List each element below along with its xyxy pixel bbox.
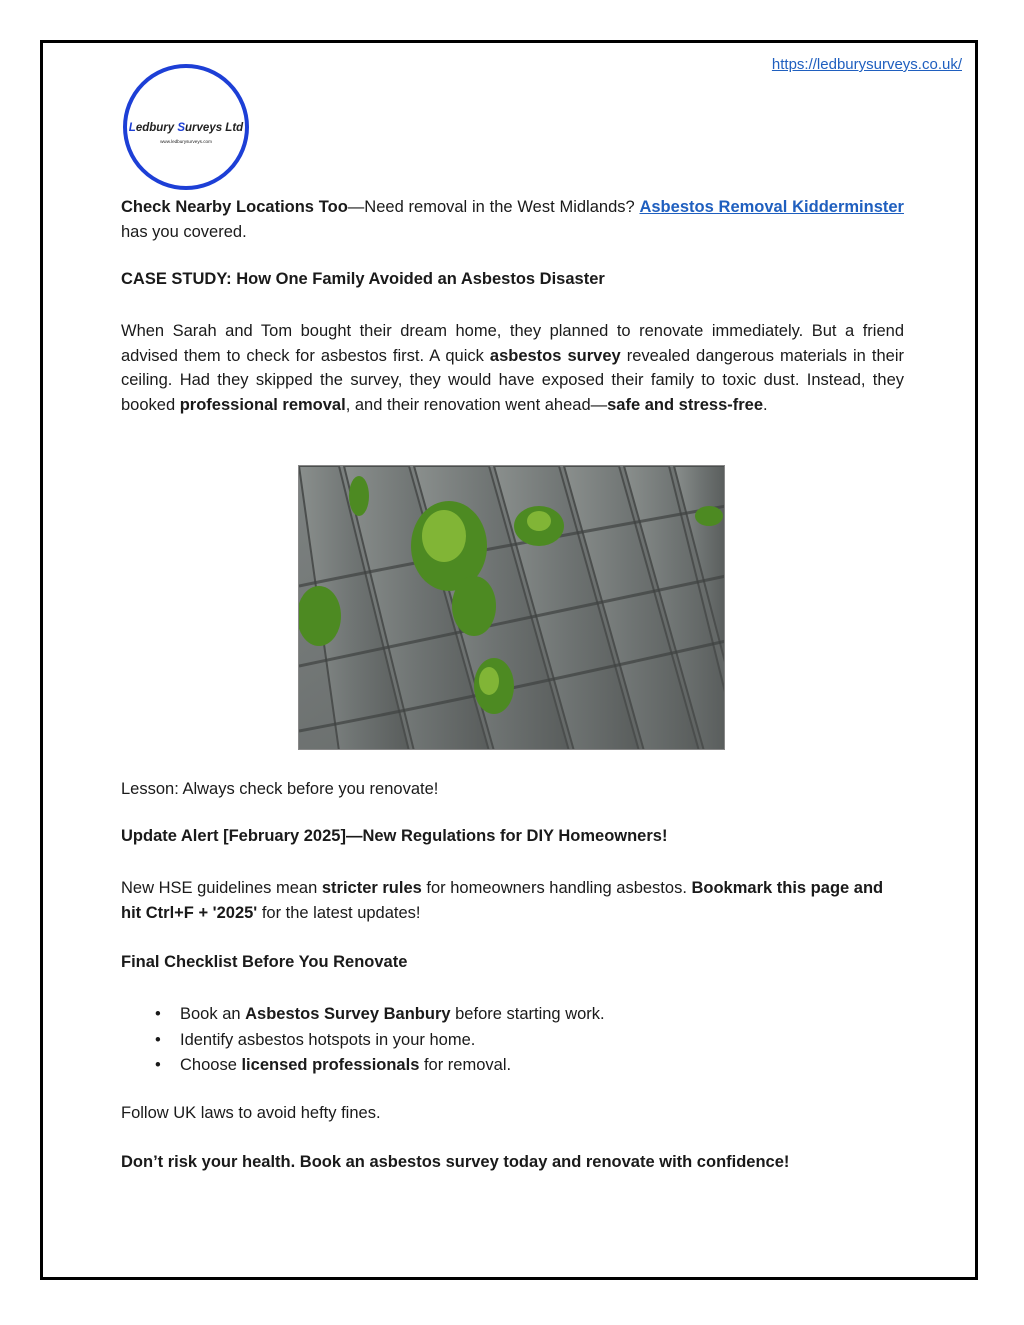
case-text-2: revealed dangerous materials in their ceiling. Had they skipped the survey, they would have exposed their family to toxic dust. Instead, they booked xyxy=(121,346,904,414)
call-to-action: Don’t risk your health. Book an asbestos survey today and renovate with confidence! xyxy=(121,1153,790,1171)
nearby-text: —Need removal in the West Midlands? xyxy=(347,198,640,216)
bullet-icon: • xyxy=(155,1056,161,1074)
svg-text:Ledbury Surveys Ltd: Ledbury Surveys Ltd xyxy=(128,122,244,134)
update-bold-2: Bookmark this page and hit Ctrl+F + '2025' xyxy=(121,879,884,922)
bullet-icon: • xyxy=(155,1030,161,1049)
list-item: • Book an Asbestos Survey Banbury before starting work. xyxy=(121,1002,904,1028)
website-url-link[interactable]: https://ledburysurveys.co.uk/ xyxy=(771,56,962,73)
checklist xyxy=(121,1002,904,1079)
case-bold-3: safe and stress-free xyxy=(607,395,764,414)
ledbury-surveys-logo xyxy=(122,63,250,191)
case-text-1: When Sarah and Tom bought their dream home, they planned to renovate immediately. But a friend advised them to check for asbestos first. A quick xyxy=(121,322,904,365)
kidderminster-link[interactable]: Asbestos Removal Kidderminster xyxy=(639,198,904,216)
uk-laws-text: Follow UK laws to avoid hefty fines. xyxy=(121,1104,381,1122)
lesson-text: Lesson: Always check before you renovate! xyxy=(121,780,439,798)
nearby-tail: has you covered. xyxy=(121,222,247,241)
case-text-3: , and their renovation went ahead— xyxy=(345,395,608,414)
update-text-3: for the latest updates! xyxy=(257,903,421,922)
checklist-heading: Final Checklist Before You Renovate xyxy=(121,953,408,971)
update-text-1: New HSE guidelines mean xyxy=(121,879,322,897)
list-item: • Choose licensed professionals for removal. xyxy=(121,1053,904,1079)
nearby-locations-paragraph xyxy=(121,195,904,244)
svg-text:www.ledburysurveys.com: www.ledburysurveys.com xyxy=(160,139,212,144)
update-paragraph xyxy=(121,876,904,925)
case-bold-2: professional removal xyxy=(179,395,346,414)
case-study-paragraph xyxy=(121,319,904,417)
case-study-heading: CASE STUDY: How One Family Avoided an Asbestos Disaster xyxy=(121,270,605,288)
mossy-roof-tiles-photo xyxy=(298,465,725,750)
bullet-icon: • xyxy=(155,1005,161,1023)
case-text-4: . xyxy=(763,395,768,414)
nearby-lead: Check Nearby Locations Too xyxy=(121,198,348,216)
update-alert-heading: Update Alert [February 2025]—New Regulations for DIY Homeowners! xyxy=(121,827,668,845)
update-bold-1: stricter rules xyxy=(321,879,422,897)
case-bold-1: asbestos survey xyxy=(489,346,621,365)
list-item: • Identify asbestos hotspots in your home. xyxy=(121,1028,904,1054)
update-text-2: for homeowners handling asbestos. xyxy=(421,879,692,897)
